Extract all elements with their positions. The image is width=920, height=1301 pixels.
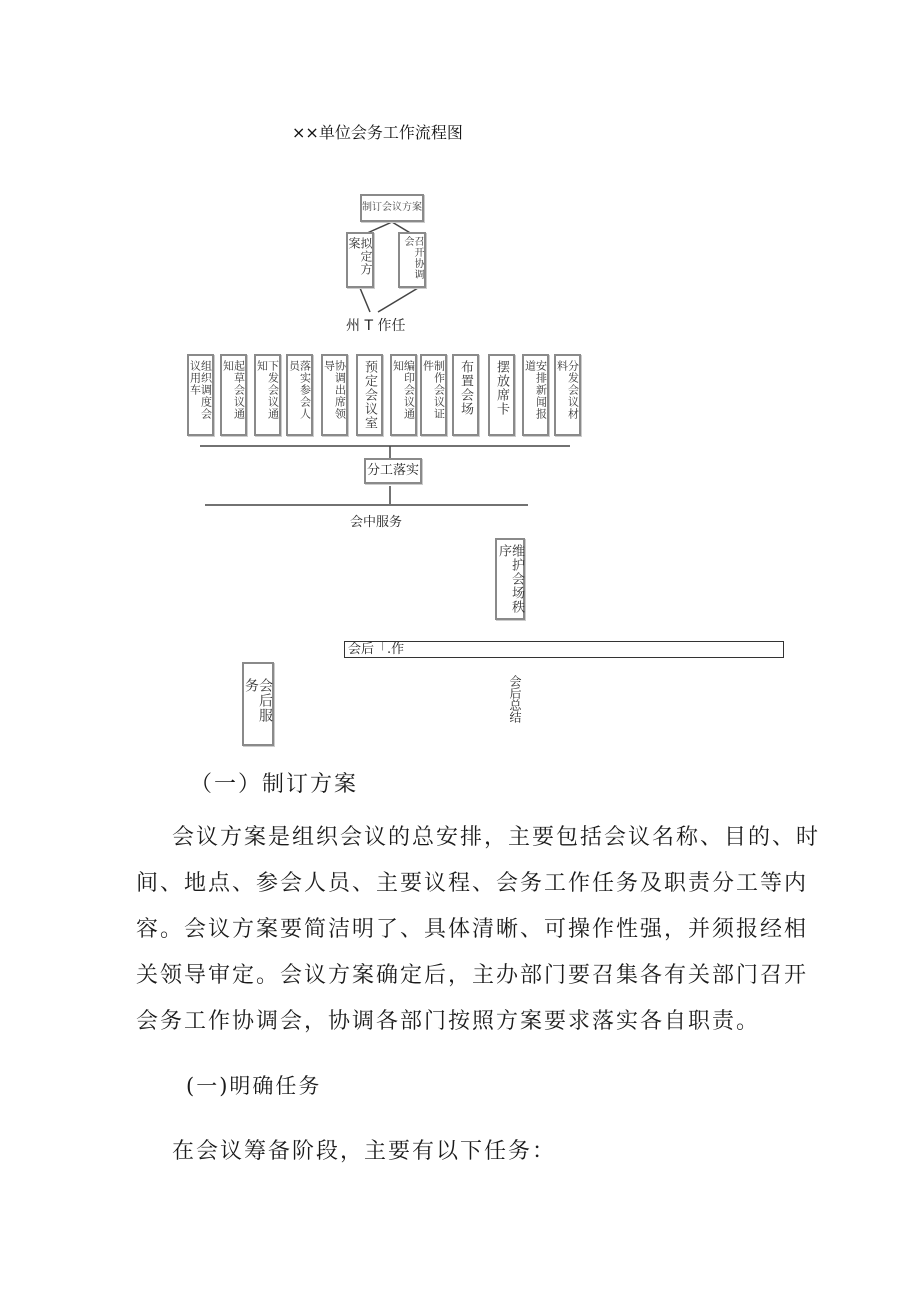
branch-left-box (346, 232, 374, 288)
paragraph-2: 在会议筹备阶段，主要有以下任务： (172, 1139, 557, 1164)
branch-right-box (398, 232, 426, 288)
paragraph-line: 会务工作协调会，协调各部门按照方案要求落实各自职责。 (136, 1009, 761, 1034)
task-label: 组织调度会议用车 (188, 360, 213, 420)
task-label: 协调出席领导 (322, 360, 347, 420)
top-box-label: 制订会议方案 (362, 202, 422, 213)
task-label: 起草会议通知 (221, 360, 246, 420)
paragraph-line: 关领导审定。会议方案确定后，主办部门要召集各有关部门召开 (136, 963, 809, 988)
heading-1: （一）制订方案 (190, 772, 359, 797)
task-box (554, 354, 581, 436)
top-box (360, 194, 424, 222)
task-label: 编印会议通知 (391, 360, 416, 420)
heading-2: (一)明确任务 (186, 1074, 322, 1098)
paragraph-line: 间、地点、参会人员、主要议程、会务工作任务及职责分工等内 (136, 871, 809, 896)
task-box (187, 354, 214, 436)
task-label: 布置会场 (458, 360, 473, 416)
paragraph-line: 容。会议方案要简洁明了、具体清晰、可操作性强，并须报经相 (136, 917, 809, 942)
diagram-title: ××单位会务工作流程图 (292, 123, 463, 142)
task-label: 分发会议材料 (555, 360, 580, 420)
branch-left-label: 拟定方案 (347, 237, 373, 276)
task-box (321, 354, 348, 436)
task-box (452, 354, 479, 436)
after-bar (344, 641, 784, 658)
during-label: 会中服务 (350, 515, 403, 530)
task-label: 摆放席卡 (494, 360, 509, 416)
after-summary: 会后总结 (508, 675, 522, 723)
maintain-box (495, 538, 525, 620)
task-box (488, 354, 515, 436)
task-box (254, 354, 281, 436)
task-label: 落实参会人员 (287, 360, 312, 420)
task-box (356, 354, 383, 436)
task-box (286, 354, 313, 436)
task-box (420, 354, 447, 436)
paragraph-line: 会议方案是组织会议的总安排，主要包括会议名称、目的、时 (172, 825, 821, 850)
task-box (522, 354, 549, 436)
merge-box (364, 458, 422, 484)
task-label: 制作会议证件 (421, 360, 446, 420)
after-service-box (242, 662, 274, 746)
task-label: 安排新闻报道 (523, 360, 548, 420)
mid-label: 州 T 作任 (346, 318, 406, 334)
after-bar-label: 会后「.作 (348, 642, 405, 657)
task-label: 下发会议通知 (255, 360, 280, 420)
task-box (220, 354, 247, 436)
branch-right-label: 召开协调会 (402, 236, 423, 280)
after-service-label: 会后服务 (243, 678, 273, 723)
task-label: 预定会议室 (362, 360, 377, 430)
maintain-box-label: 维护会场秩序 (496, 544, 524, 614)
merge-box-label: 分工落实 (366, 463, 419, 478)
task-box (390, 354, 417, 436)
